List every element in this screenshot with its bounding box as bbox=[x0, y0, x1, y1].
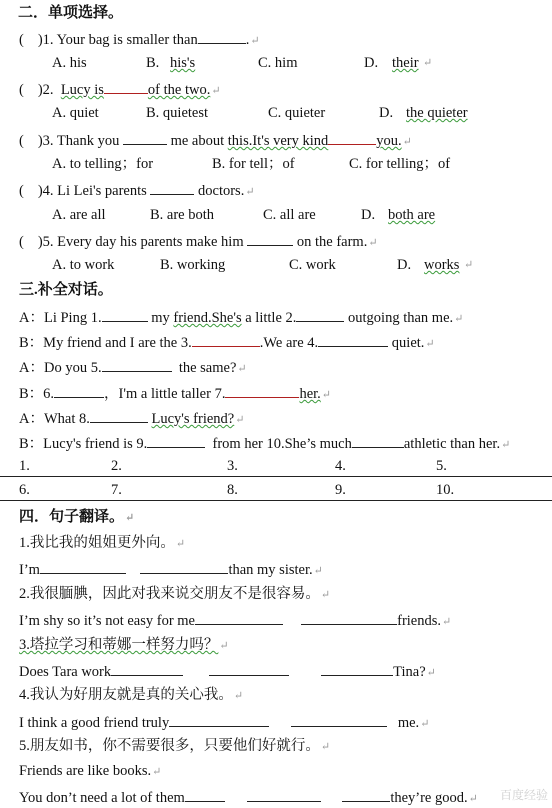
option-a: A. to telling；for bbox=[52, 156, 154, 172]
en-b: than my sister. bbox=[228, 562, 313, 578]
en-c: they’re good. bbox=[390, 790, 468, 806]
para-mark: ↵ bbox=[321, 389, 332, 401]
para-mark: ↵ bbox=[320, 741, 331, 753]
blank-10[interactable] bbox=[352, 433, 404, 448]
en-b: You don’t need a lot of them bbox=[19, 790, 185, 806]
blank-8[interactable] bbox=[90, 408, 148, 423]
q2-stem: Lucy is bbox=[60, 82, 104, 98]
cn-text: 1.我比我的姐姐更外向。 bbox=[19, 535, 175, 551]
en-b: me. bbox=[397, 715, 420, 731]
dl5-a: A：What 8. bbox=[19, 411, 90, 427]
para-mark: ↵ bbox=[420, 718, 430, 730]
answer-row-1 bbox=[0, 458, 552, 477]
dialogue-line-6 bbox=[19, 433, 510, 454]
para-mark: ↵ bbox=[464, 259, 474, 271]
translation-2-cn bbox=[19, 585, 330, 604]
option-b-label: B. bbox=[146, 55, 160, 71]
blank[interactable] bbox=[104, 79, 148, 94]
para-mark: ↵ bbox=[402, 136, 412, 148]
answer-num: 10. bbox=[436, 482, 455, 498]
option-d-label: D. bbox=[397, 257, 412, 273]
para-mark: ↵ bbox=[442, 616, 452, 628]
translation-3-en bbox=[19, 661, 436, 682]
q5-options bbox=[0, 256, 552, 274]
option-c: C. all are bbox=[263, 207, 316, 223]
translation-4-cn bbox=[19, 686, 243, 705]
para-mark: ↵ bbox=[313, 565, 323, 577]
dl3-a: A：Do you 5. bbox=[19, 360, 102, 376]
en-a: I’m shy so it’s not easy for me bbox=[19, 613, 195, 629]
option-c: C. him bbox=[258, 55, 298, 71]
dl4-a: B：6. bbox=[19, 386, 55, 402]
option-a: A. quiet bbox=[52, 105, 99, 121]
option-d: the quieter bbox=[406, 105, 468, 121]
en-a: Friends are like books. bbox=[19, 763, 152, 779]
blank[interactable] bbox=[342, 787, 390, 802]
para-mark: ↵ bbox=[211, 85, 221, 97]
cn-text: 4.我认为好朋友就是真的关心我。 bbox=[19, 687, 233, 703]
option-b: B. are both bbox=[150, 207, 215, 223]
paren: ( bbox=[19, 133, 24, 149]
question-1 bbox=[19, 29, 260, 50]
q3-stem: )3. Thank you bbox=[37, 133, 120, 149]
dialogue-line-5 bbox=[19, 408, 244, 429]
paren: ( bbox=[19, 32, 24, 48]
question-2 bbox=[19, 79, 221, 100]
blank-6[interactable] bbox=[54, 383, 104, 398]
para-mark: ↵ bbox=[501, 439, 511, 451]
answer-num: 8. bbox=[227, 482, 238, 498]
para-mark: ↵ bbox=[237, 363, 247, 375]
question-5 bbox=[19, 231, 378, 252]
answer-num: 7. bbox=[111, 482, 122, 498]
dl1-a: A：Li Ping 1. bbox=[19, 310, 102, 326]
translation-5-cn bbox=[19, 737, 330, 756]
en-a: Does Tara work bbox=[19, 664, 112, 680]
dl6-a: B：Lucy's friend is 9. bbox=[19, 436, 148, 452]
answer-num: 2. bbox=[111, 458, 122, 474]
blank[interactable] bbox=[169, 712, 269, 727]
translation-4-en bbox=[19, 712, 429, 733]
option-a: A. to work bbox=[52, 257, 115, 273]
blank[interactable] bbox=[195, 610, 283, 625]
answer-row-2 bbox=[0, 482, 552, 501]
answer-num: 6. bbox=[19, 482, 30, 498]
q1-options bbox=[0, 54, 552, 72]
paren: ( bbox=[19, 82, 24, 98]
answer-num: 3. bbox=[227, 458, 238, 474]
blank-9[interactable] bbox=[147, 433, 205, 448]
dl1-c: friend.She's bbox=[173, 310, 242, 326]
dl2-a: B：My friend and I are the 3. bbox=[19, 335, 192, 351]
q3-this: this.It's very kind bbox=[227, 133, 329, 149]
blank[interactable] bbox=[123, 130, 167, 145]
blank[interactable] bbox=[301, 610, 397, 625]
q3-you: you. bbox=[376, 133, 402, 149]
answer-num: 1. bbox=[19, 458, 30, 474]
blank-1[interactable] bbox=[102, 307, 148, 322]
question-3 bbox=[19, 130, 412, 151]
dl2-b: .We are 4. bbox=[259, 335, 319, 351]
cn-text: 5.朋友如书，你不需要很多，只要他们好就行。 bbox=[19, 738, 320, 754]
q1-end: . bbox=[245, 32, 250, 48]
question-4 bbox=[19, 180, 255, 201]
section-title-translation bbox=[19, 508, 134, 527]
blank[interactable] bbox=[140, 559, 228, 574]
option-c: C. for telling；of bbox=[349, 156, 451, 172]
option-b: B. for tell；of bbox=[212, 156, 295, 172]
q3-mid: me about bbox=[170, 133, 225, 149]
paren: ( bbox=[19, 183, 24, 199]
blank[interactable] bbox=[40, 559, 126, 574]
answer-num: 5. bbox=[436, 458, 447, 474]
title-text: 四．句子翻译。 bbox=[19, 509, 125, 525]
para-mark: ↵ bbox=[219, 640, 229, 652]
para-mark: ↵ bbox=[368, 237, 378, 249]
option-a: A. his bbox=[52, 55, 87, 71]
option-b: B. working bbox=[160, 257, 226, 273]
en-b: Tina? bbox=[393, 664, 426, 680]
translation-1-cn bbox=[19, 534, 185, 553]
section-title-dialogue: 三.补全对话。 bbox=[19, 282, 113, 298]
translation-5-en-a bbox=[19, 762, 161, 781]
blank[interactable] bbox=[247, 787, 321, 802]
option-d-label: D. bbox=[361, 207, 376, 223]
cn-text: 3.塔拉学习和蒂娜一样努力吗？ bbox=[19, 637, 219, 653]
para-mark: ↵ bbox=[426, 667, 436, 679]
blank-2[interactable] bbox=[296, 307, 344, 322]
option-d: their bbox=[392, 55, 419, 71]
cn-text: 2.我很腼腆，因此对我来说交朋友不是很容易。 bbox=[19, 586, 320, 602]
q2-options bbox=[0, 104, 552, 122]
translation-3-cn bbox=[19, 636, 229, 655]
blank[interactable] bbox=[291, 712, 387, 727]
q2-end: of the two. bbox=[147, 82, 211, 98]
answer-num: 9. bbox=[335, 482, 346, 498]
q4-options bbox=[0, 206, 552, 224]
option-d-label: D. bbox=[379, 105, 394, 121]
q4-end: doctors. bbox=[198, 183, 245, 199]
q4-stem: )4. Li Lei's parents bbox=[37, 183, 147, 199]
dialogue-line-4 bbox=[19, 383, 331, 404]
option-c: C. quieter bbox=[268, 105, 326, 121]
dialogue-line-2 bbox=[19, 332, 435, 353]
blank-3[interactable] bbox=[192, 332, 260, 347]
para-mark: ↵ bbox=[425, 338, 435, 350]
dialogue-line-1 bbox=[19, 307, 463, 328]
dl5-b: Lucy's friend? bbox=[151, 411, 235, 427]
q3-options bbox=[0, 155, 552, 173]
blank[interactable] bbox=[321, 661, 393, 676]
dialogue-line-3 bbox=[19, 357, 247, 378]
option-d-label: D. bbox=[364, 55, 379, 71]
answer-num: 4. bbox=[335, 458, 346, 474]
dl1-b: my bbox=[151, 310, 170, 326]
para-mark: ↵ bbox=[423, 57, 433, 69]
watermark: 百度经验 bbox=[499, 788, 548, 802]
blank-7[interactable] bbox=[225, 383, 299, 398]
q2-num: )2. bbox=[37, 82, 54, 98]
blank[interactable] bbox=[247, 231, 293, 246]
option-b: his's bbox=[170, 55, 196, 71]
option-d: works bbox=[424, 257, 460, 273]
en-a: I think a good friend truly bbox=[19, 715, 170, 731]
option-a: A. are all bbox=[52, 207, 106, 223]
blank-4[interactable] bbox=[318, 332, 388, 347]
paren: ( bbox=[19, 234, 24, 250]
para-mark: ↵ bbox=[250, 35, 260, 47]
blank[interactable] bbox=[111, 661, 183, 676]
para-mark: ↵ bbox=[125, 512, 135, 524]
option-b: B. quietest bbox=[146, 105, 209, 121]
para-mark: ↵ bbox=[233, 690, 244, 702]
translation-1-en bbox=[19, 559, 323, 580]
q5-stem: )5. Every day his parents make him bbox=[37, 234, 244, 250]
q1-stem: )1. Your bag is smaller than bbox=[37, 32, 198, 48]
dl4-c: her. bbox=[299, 386, 321, 402]
dl6-c: athletic than her. bbox=[403, 436, 501, 452]
blank[interactable] bbox=[209, 661, 289, 676]
para-mark: ↵ bbox=[175, 538, 186, 550]
blank[interactable] bbox=[328, 130, 376, 145]
dl4-b: ，I'm a little taller 7. bbox=[104, 386, 226, 402]
para-mark: ↵ bbox=[245, 186, 255, 198]
en-a: I’m bbox=[19, 562, 40, 578]
en-b: friends. bbox=[397, 613, 442, 629]
blank[interactable] bbox=[185, 787, 225, 802]
blank[interactable] bbox=[150, 180, 194, 195]
blank[interactable] bbox=[198, 29, 246, 44]
para-mark: ↵ bbox=[468, 793, 478, 805]
option-d: both are bbox=[388, 207, 436, 223]
dl1-d: a little 2. bbox=[245, 310, 297, 326]
dl3-b: the same? bbox=[178, 360, 237, 376]
para-mark: ↵ bbox=[152, 766, 162, 778]
para-mark: ↵ bbox=[320, 589, 331, 601]
option-c: C. work bbox=[289, 257, 336, 273]
dl1-e: outgoing than me. bbox=[348, 310, 454, 326]
para-mark: ↵ bbox=[454, 313, 464, 325]
translation-2-en bbox=[19, 610, 451, 631]
dl6-b: from her 10.She’s much bbox=[212, 436, 352, 452]
dl2-c: quiet. bbox=[391, 335, 425, 351]
para-mark: ↵ bbox=[235, 414, 245, 426]
q5-end: on the farm. bbox=[296, 234, 368, 250]
blank-5[interactable] bbox=[102, 357, 172, 372]
section-title-multiple-choice: 二．单项选择。 bbox=[18, 5, 124, 21]
